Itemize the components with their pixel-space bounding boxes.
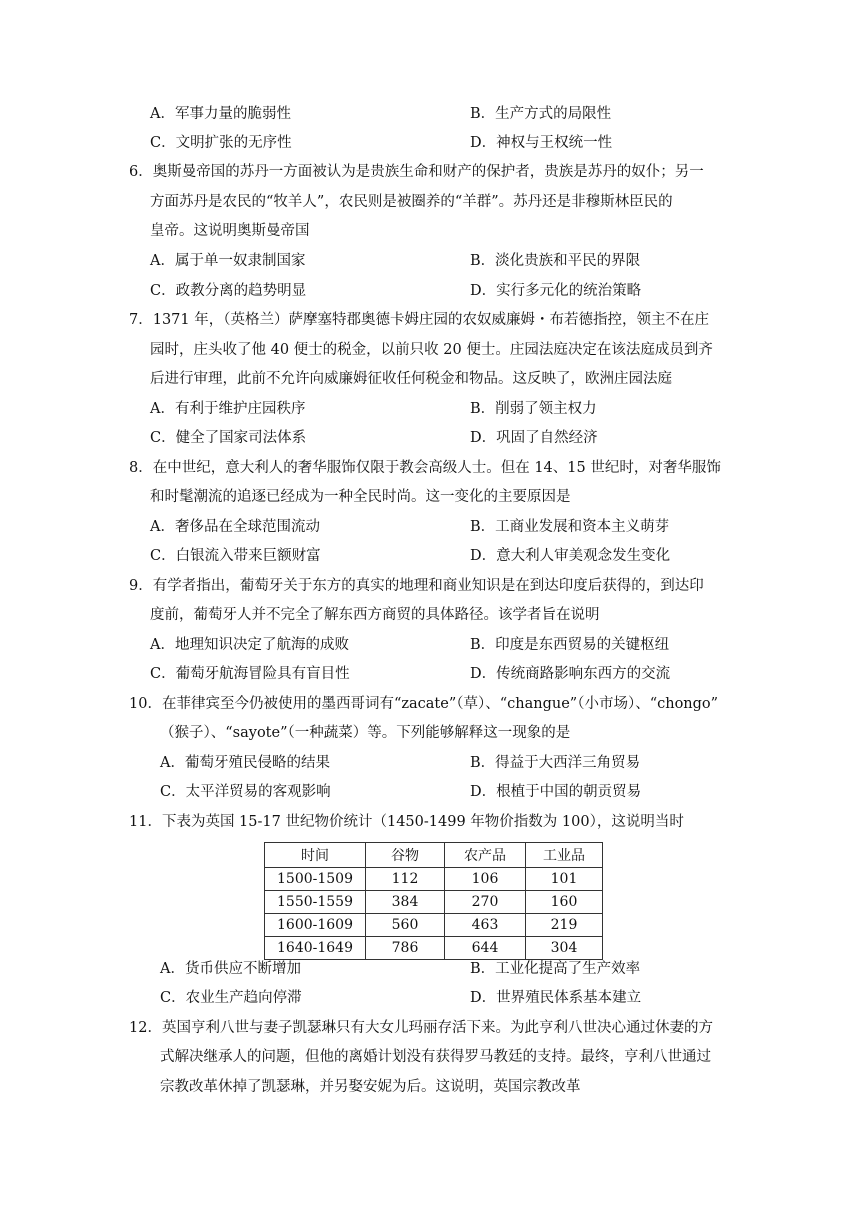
q5-option-d: D．神权与王权统一性 <box>470 135 613 151</box>
q11-option-d: D．世界殖民体系基本建立 <box>470 990 642 1006</box>
q5-option-c: C．文明扩张的无序性 <box>150 135 292 151</box>
q10-option-a: A．葡萄牙殖民侵略的结果 <box>160 755 330 771</box>
q7-stem-line-1: 7．1371 年，（英格兰）萨摩塞特郡奥德卡姆庄园的农奴威廉姆・布若德指控，领主不在庄 <box>129 312 709 328</box>
table-cell: 101 <box>526 868 603 891</box>
q6-option-a: A．属于单一奴隶制国家 <box>150 253 306 269</box>
q5-option-b: B．生产方式的局限性 <box>470 106 612 122</box>
q10-stem-line-1: 10．在菲律宾至今仍被使用的墨西哥词有“zacate”（草）、“changue”（小市场）、“chongo” <box>129 696 719 712</box>
table-header-cell: 工业品 <box>526 843 603 868</box>
table-cell: 1640-1649 <box>265 937 366 960</box>
q9-stem-line-2: 度前，葡萄牙人并不完全了解东西方商贸的具体路径。该学者旨在说明 <box>150 607 600 623</box>
table-header-cell: 谷物 <box>366 843 445 868</box>
table-header-cell: 农产品 <box>445 843 526 868</box>
q12-stem-line-2: 式解决继承人的问题，但他的离婚计划没有获得罗马教廷的支持。最终，亨利八世通过 <box>160 1049 711 1065</box>
table-cell: 270 <box>445 891 526 914</box>
table-cell: 1500-1509 <box>265 868 366 891</box>
q7-option-d: D．巩固了自然经济 <box>470 430 598 446</box>
table-cell: 644 <box>445 937 526 960</box>
q7-stem-line-3: 后进行审理，此前不允许向威廉姆征收任何税金和物品。这反映了，欧洲庄园法庭 <box>150 371 672 387</box>
q7-option-c: C．健全了国家司法体系 <box>150 430 307 446</box>
q9-stem-line-1: 9．有学者指出，葡萄牙关于东方的真实的地理和商业知识是在到达印度后获得的，到达印 <box>129 578 704 594</box>
q11-stem-line-1: 11．下表为英国 15-17 世纪物价统计（1450-1499 年物价指数为 100），这说明当时 <box>129 814 684 830</box>
q6-option-b: B．淡化贵族和平民的界限 <box>470 253 641 269</box>
table-header-cell: 时间 <box>265 843 366 868</box>
q10-option-b: B．得益于大西洋三角贸易 <box>470 755 641 771</box>
q12-stem-line-3: 宗教改革休掉了凯瑟琳，并另娶安妮为后。这说明，英国宗教改革 <box>160 1079 581 1095</box>
table-cell: 160 <box>526 891 603 914</box>
q7-stem-line-2: 园时，庄头收了他 40 便士的税金，以前只收 20 便士。庄园法庭决定在该法庭成员到齐 <box>150 342 713 358</box>
table-cell: 304 <box>526 937 603 960</box>
q9-option-c: C．葡萄牙航海冒险具有盲目性 <box>150 666 350 682</box>
q8-stem-line-2: 和时髦潮流的追逐已经成为一种全民时尚。这一变化的主要原因是 <box>150 489 571 505</box>
q6-stem-line-2: 方面苏丹是农民的“牧羊人”，农民则是被圈养的“羊群”。苏丹还是非穆斯林臣民的 <box>150 194 673 210</box>
table-row <box>265 868 603 891</box>
q6-stem-line-1: 6．奥斯曼帝国的苏丹一方面被认为是贵族生命和财产的保护者，贵族是苏丹的奴仆；另一 <box>129 164 704 180</box>
q10-option-d: D．根植于中国的朝贡贸易 <box>470 784 642 800</box>
q9-option-d: D．传统商路影响东西方的交流 <box>470 666 671 682</box>
q6-option-d: D．实行多元化的统治策略 <box>470 283 642 299</box>
table-cell: 1600-1609 <box>265 914 366 937</box>
table-cell: 384 <box>366 891 445 914</box>
q11-option-b: B．工业化提高了生产效率 <box>470 961 641 977</box>
q8-option-d: D．意大利人审美观念发生变化 <box>470 548 671 564</box>
table-row <box>265 914 603 937</box>
table-cell: 1550-1559 <box>265 891 366 914</box>
q8-stem-line-1: 8．在中世纪，意大利人的奢华服饰仅限于教会高级人士。但在 14、15 世纪时，对奢华服饰 <box>129 460 721 476</box>
q7-option-b: B．削弱了领主权力 <box>470 401 597 417</box>
q11-option-c: C．农业生产趋向停滞 <box>160 990 302 1006</box>
q11-option-a: A．货币供应不断增加 <box>160 961 301 977</box>
table-cell: 106 <box>445 868 526 891</box>
q5-option-a: A．军事力量的脆弱性 <box>150 106 291 122</box>
q9-option-a: A．地理知识决定了航海的成败 <box>150 637 349 653</box>
table-header-row <box>265 843 603 868</box>
q8-option-c: C．白银流入带来巨额财富 <box>150 548 321 564</box>
q10-option-c: C．太平洋贸易的客观影响 <box>160 784 331 800</box>
table-row <box>265 891 603 914</box>
price-index-table <box>264 842 603 960</box>
q10-stem-line-2: （猴子）、“sayote”（一种蔬菜）等。下列能够解释这一现象的是 <box>160 725 571 741</box>
q8-option-b: B．工商业发展和资本主义萌芽 <box>470 519 670 535</box>
table-cell: 463 <box>445 914 526 937</box>
table-cell: 112 <box>366 868 445 891</box>
table-cell: 219 <box>526 914 603 937</box>
q6-option-c: C．政教分离的趋势明显 <box>150 283 307 299</box>
table-cell: 560 <box>366 914 445 937</box>
q8-option-a: A．奢侈品在全球范围流动 <box>150 519 320 535</box>
q7-option-a: A．有利于维护庄园秩序 <box>150 401 306 417</box>
table-row <box>265 937 603 960</box>
q6-stem-line-3: 皇帝。这说明奥斯曼帝国 <box>150 223 310 239</box>
table-cell: 786 <box>366 937 445 960</box>
q9-option-b: B．印度是东西贸易的关键枢纽 <box>470 637 670 653</box>
q12-stem-line-1: 12．英国亨利八世与妻子凯瑟琳只有大女儿玛丽存活下来。为此亨利八世决心通过休妻的方 <box>129 1020 713 1036</box>
